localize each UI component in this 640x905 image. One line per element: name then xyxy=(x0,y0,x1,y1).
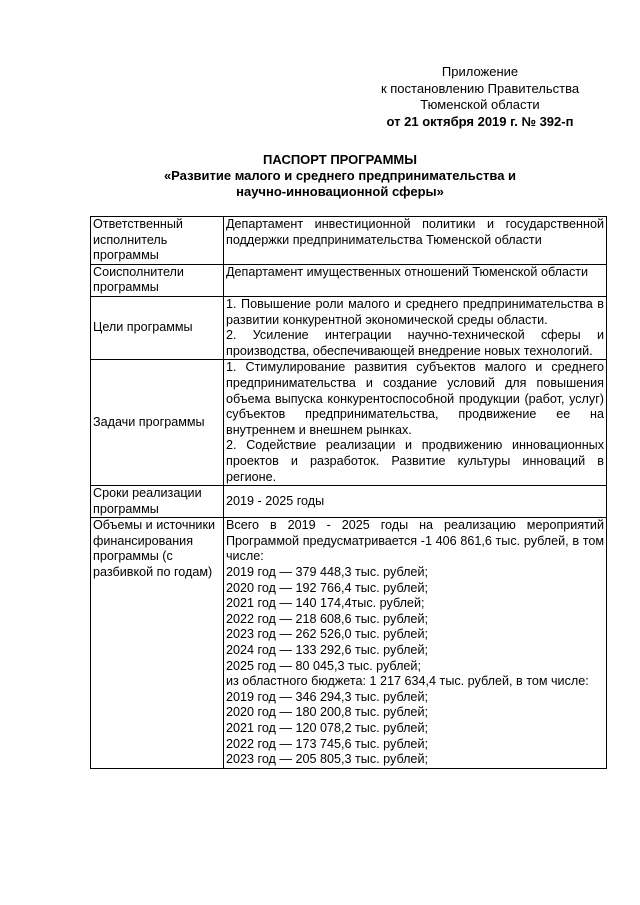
financing-year-regional: 2022 год — 173 745,6 тыс. рублей; xyxy=(226,736,428,751)
financing-year-total: 2020 год — 192 766,4 тыс. рублей; xyxy=(226,580,428,595)
table-row xyxy=(91,360,607,486)
resolution-date-number: от 21 октября 2019 г. № 392-п xyxy=(386,113,574,129)
row-value-coexecutors: Департамент имущественных отношений Тюменской области xyxy=(224,264,607,296)
title-program-name-2: научно-инновационной сферы» xyxy=(236,184,444,199)
table-row xyxy=(91,518,607,769)
financing-year-regional: 2021 год — 120 078,2 тыс. рублей; xyxy=(226,721,428,735)
financing-year-regional: 2023 год — 205 805,3 тыс. рублей; xyxy=(226,752,428,767)
task-item: 1. Стимулирование развития субъектов малого и среднего предпринимательства и создание условий для повышения объема выпуска конкурентоспособной продукции (работ, услуг) субъектов предпринимательства, продвижение ее на внутреннем и внешнем рынках. xyxy=(226,360,604,437)
financing-year-total: 2021 год — 140 174,4тыс. рублей; xyxy=(226,596,425,611)
financing-year-regional: 2019 год — 346 294,3 тыс. рублей; xyxy=(226,689,428,704)
goal-item: 1. Повышение роли малого и среднего предпринимательства в развитии конкурентной экономической среды области. xyxy=(226,296,604,327)
appendix-label: Приложение xyxy=(441,64,519,79)
title-heading: ПАСПОРТ ПРОГРАММЫ xyxy=(263,152,417,167)
row-label-coexecutors: Соисполнители программы xyxy=(91,264,224,296)
issuing-body: Тюменской области xyxy=(420,97,540,112)
financing-year-total: 2025 год — 80 045,3 тыс. рублей; xyxy=(226,658,421,673)
task-item: 2. Содействие реализации и продвижению инновационных проектов и разработок. Развитие культуры инноваций в регионе. xyxy=(226,438,604,484)
goal-item: 2. Усиление интеграции научно-технической сферы и производства, обеспечивающей внедрение новых технологий. xyxy=(226,328,604,358)
row-label-financing: Объемы и источники финансирования программы (с разбивкой по годам) xyxy=(91,518,224,769)
row-label-goals: Цели программы xyxy=(91,296,224,359)
resolution-reference: к постановлению Правительства xyxy=(380,80,580,96)
financing-year-total: 2023 год — 262 526,0 тыс. рублей; xyxy=(226,627,428,642)
table-row xyxy=(91,486,607,518)
financing-year-total: 2022 год — 218 608,6 тыс. рублей; xyxy=(226,611,428,626)
title-program-name-1: «Развитие малого и среднего предпринимательства и xyxy=(163,168,517,183)
document-header xyxy=(360,64,600,130)
row-value-tasks xyxy=(224,360,607,486)
row-label-executor: Ответственный исполнитель программы xyxy=(91,217,224,265)
financing-year-regional: 2020 год — 180 200,8 тыс. рублей; xyxy=(226,705,428,720)
financing-year-total: 2024 год — 133 292,6 тыс. рублей; xyxy=(226,643,428,658)
row-value-executor: Департамент инвестиционной политики и государственной поддержки предпринимательства Тюменской области xyxy=(224,217,607,265)
row-label-timeline: Сроки реализации программы xyxy=(91,486,224,518)
document-title xyxy=(90,152,590,200)
financing-year-total: 2019 год — 379 448,3 тыс. рублей; xyxy=(226,565,428,580)
table-row xyxy=(91,264,607,296)
program-passport-table xyxy=(90,216,607,769)
regional-budget-intro: из областного бюджета: 1 217 634,4 тыс. рублей, в том числе: xyxy=(226,674,589,689)
row-value-goals xyxy=(224,296,607,359)
table-row xyxy=(91,217,607,265)
row-label-tasks: Задачи программы xyxy=(91,360,224,486)
row-value-timeline: 2019 - 2025 годы xyxy=(224,486,607,518)
row-value-financing xyxy=(224,518,607,769)
financing-intro: Всего в 2019 - 2025 годы на реализацию мероприятий Программой предусматривается -1 406 861,6 тыс. рублей, в том числе: xyxy=(226,518,604,564)
table-row xyxy=(91,296,607,359)
